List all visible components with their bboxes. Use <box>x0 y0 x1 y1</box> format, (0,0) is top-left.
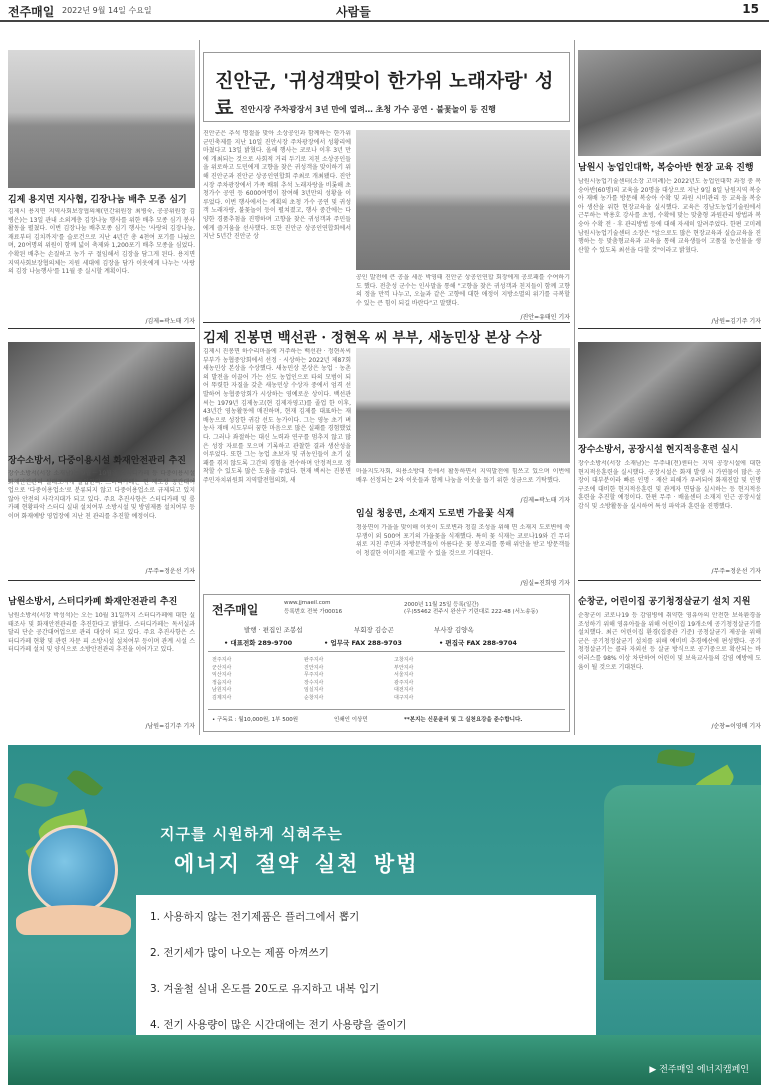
masthead-divider <box>208 709 565 710</box>
masthead-ethics: **본지는 신문윤리 및 그 실천요강을 준수합니다. <box>404 717 523 723</box>
energy-title-line2: 에너지 절약 실천 방법 <box>174 852 419 876</box>
hands-icon <box>16 905 131 935</box>
lead-subtitle: 진안시장 주차광장서 3년 만에 열려… 초청 가수 공연 · 불꽃놀이 등 진행 <box>240 105 496 114</box>
masthead-publisher: 발행 · 편집인 조봉섭 <box>244 626 303 634</box>
energy-tip-item: 4. 전기 사용량이 많은 시간대에는 전기 사용량을 줄이기 <box>150 1019 407 1031</box>
section-name: 사람들 <box>336 5 371 19</box>
article-byline: /김제=곽노태 기자 <box>145 318 195 325</box>
story-byline: /김제=곽노태 기자 <box>520 497 570 504</box>
masthead-tel1: • 대표전화 289-9700 <box>224 639 293 647</box>
issue-date: 2022년 9월 14일 수요일 <box>62 6 152 15</box>
lead-byline: /진안=유태인 기자 <box>520 314 570 321</box>
leaf-icon <box>14 779 58 811</box>
masthead-date: 2000년 11월 25일 등록(일간) <box>404 602 479 608</box>
divider <box>8 580 195 581</box>
photo-song-contest <box>356 130 570 270</box>
energy-tip-item: 3. 겨울철 실내 온도를 20도로 유지하고 내복 입기 <box>150 983 380 995</box>
masthead-divider <box>208 651 565 652</box>
page-number: 15 <box>742 2 759 16</box>
masthead-name: 전주매일 <box>212 603 259 617</box>
masthead-tel2: • 업무국 FAX 288-9703 <box>324 639 402 647</box>
story-title: 김제 진봉면 백선관 · 정현옥 씨 부부, 새농민상 본상 수상 <box>203 330 542 346</box>
article-headline: 남원시 농업인대학, 복숭아반 현장 교육 진행 <box>578 163 754 173</box>
divider <box>8 328 195 329</box>
masthead-box <box>203 594 570 732</box>
column-rule <box>574 40 575 735</box>
masthead-address: (우)55462 전주시 완산구 기린대로 222-48 (서노송동) <box>404 609 538 615</box>
photo-peach-farm <box>578 50 761 156</box>
column-rule <box>199 40 200 735</box>
story-body: 김제시 진봉면 하수리마을에 거주하는 백선관 · 정현옥씨 부부가 농협중앙회에서 선정 · 시상하는 2022년 제87회 새농민상 본상을 수상했다. 새농민상 본상은 농업 · 농촌의 발전을 이끌어 가는 선도 농업인으로 타의 모범이 되어 뚜렷한 자질을 갖춘 새농민상 수상자 중에서 엄격 선발하여 농협중앙회가 시상하는 영예로운 상이다. 백선관씨는 1979년 김제농고(현 김제자영고)를 졸업 한 이후, 43년간 영농활동에 매진하며, 현재 김제를 대표하는 재배농으로 성장한 귀감 선도 농가이다. 그는 영농 초기 벼농사 재배 시도부터 꿈한 마음으로 많은 실패를 경험했었다. 그러나 좌절하는 대신 노력과 연구를 멈추지 않고 많은 성장 자료를 모으며 기록하고 관찰한 결과 생산성을 이루었다. 또한 그는 농업 초보자 및 귀농인들이 초기 실패를 겪지 않도록 그간의 경험을 전수하며 안정적으로 정착할 수 있도록 많은 도움을 주었다. 현재 백씨는 진봉면 주민자치위원회 지역발전협의회, 새 <box>203 348 351 484</box>
divider <box>203 322 570 323</box>
article-body: 김제시 용지면 지역사회보장협의체(민간위원장 최병숙, 공공위원장 김병은)는 13일 관내 소외계층 김장나눔 행사를 위한 배추 모종 심기 봉사활동을 펼쳤다. 이번 김장나눔 배추모종 심기 행사는 '사랑의 김장나눔, 재료부터 김치까지'를 슬로건으로 지난 4년간 총 4천여 포기를 나눴으며, 20여명의 위원이 함께 넓이 축제와 1,200포기 배추 모종을 심었다. 수확된 배추는 손질하고 농가 구 절임해서 김장을 담그게 된다. 용지면 지역사회보장협의체는 지원 세대에 김장을 담가 이웃에게 나누는 '사랑의 김장 나눔행사'를 11월 중 실시할 계획이다. <box>8 208 195 276</box>
article-headline: 임실 청웅면, 소재지 도로변 가을꽃 식재 <box>356 509 515 519</box>
photo-cabbage-planting <box>8 50 195 188</box>
masthead-url: www.jjmaeil.com <box>284 600 331 606</box>
article-body: 청웅면이 가을을 맞이해 이웃이 도로변과 청결 조성을 위해 면 소재지 도로변에 쑥부쟁이 외 500여 포기의 가을꽃을 식재했다. 특히 꽃 식재는 코로나19와 긴 무더위로 지친 주민과 자방문객들이 아름다운 꽃 봉오리를 통해 위안을 받고 방문객들이 청결한 이미지를 제고할 수 있을 것으로 기대된다. <box>356 524 570 557</box>
divider <box>578 328 761 329</box>
article-body: 장수소방서(서장 소재남)는 무주내(전)센터는 지역 공장시설에 대한 현지적응훈련을 실시했다. 공장시설은 화재 발생 시 가연물이 많은 공장이 대부분이라 빠른 인명 · 재산 피해가 우려되어 화재진압 및 인명구조에 대비한 현지적응훈련 및 관계자 면담을 실시하는 등 현지적응훈련을 추진할 예정이다. 한편 무주 · 배울센터 소재지 인근 공장시설 감식 및 소방활동을 실시하여 특성 파악과 훈련을 진행했다. <box>578 460 761 510</box>
masthead-vice: 부회장 김승곤 <box>354 626 394 634</box>
article-headline: 순창군, 어린이집 공기청정살균기 설치 지원 <box>578 597 751 607</box>
grass-graphic <box>8 1035 761 1085</box>
energy-campaign-ad <box>8 745 761 1085</box>
lead-title: 진안군, '귀성객맞이 한가위 노래자랑' 성료 <box>215 70 554 119</box>
article-byline: /무주=정운선 기자 <box>145 568 195 575</box>
article-body: 장수소방서(서장 소재남)는 9월～10월을 스터디카페 등 다중이용시설 화재안전관리 실태조사에 돌입한다. 스터디카페는 현 제도상 공간대여업으로 '다중이용업소'로 분류되지 않고 다중이용업소로 규제되고 있지 않아 안전의 사각지대가 되고 있다. 주요 추진사항은 스터디카페 및 룸카페 현황파악 스터디 실내 설치여부 소방시설 및 방염제품 설치여부 등이며 화재예방 영업장에 지난 친 관리를 추진할 예정이다. <box>8 470 195 520</box>
energy-title-line1: 지구를 시원하게 식혀주는 <box>160 825 343 843</box>
foliage-graphic <box>604 785 761 980</box>
photo-couple-portrait <box>356 348 570 463</box>
leaf-icon <box>657 747 695 769</box>
branch-list-a: 전주지사 군산지사 익산지사 정읍지사 남원지사 김제지사 <box>212 657 232 701</box>
article-body: 남원소방서(서장 박성석)는 오는 10월 31일까지 스터디카페에 대한 실태조사 및 화재안전관리를 추진한다고 밝혔다. 스터디카페는 독서실과 달리 단순 공간대여업으로 관리 대상이 되고 있다. 주요 추진사항은 스터디카페 현황 및 관련 자문 피 소방시설 설치여부 등이며 관계 시설 스터디카페 설치 및 양식으로 소방안전관리 추진을 이어가고 있다. <box>8 612 195 654</box>
article-body: 남원시농업기술센터(소장 고미례)는 2022년도 농업인대학 과정 중 복숭아반(60명)의 교육을 20명을 대상으로 지난 9일 8일 남원지역 복숭아 재배 농가를 방문해 복숭아 수확 및 과원 시비관리 등 교육을 복숭아 생산을 위한 현장교육을 실시했다. 교육은 경남도농업기술원에서 근무하는 박용호 강사를 초빙, 수확에 맞는 맞춤형 과원관리 방법과 복숭아 수확 전 · 후 관리방법 등에 대해 자세히 알려주었다. 한편 고미례 남원시농업기술센터 소장은 "앞으로도 많은 현장교육과 실습교육을 진행하는 등 맞춤형교육과 교육을 통해 교육생들이 고품질 농산물을 생산할 수 있도록 최선을 다할 것"이라고 밝혔다. <box>578 178 761 254</box>
article-byline: /남원=김기주 기자 <box>711 318 761 325</box>
masthead-reg: 등록번호 전북 가00016 <box>284 609 343 615</box>
article-body: 순창군이 코로나19 등 감염병에 취약한 영유아의 안전한 보육환경을 조성하기 위해 영유아들을 위해 어린이집 19개소에 공기청정살균기를 설치했다. 최근 어린이집 환경(집중관 기준) 공청살균기 제공을 위해 군은 공기청정살균기 설치를 위해 예비비 추경예산에 편성했다. 공기청정살균기는 콜라 자외선 등 살균 방식으로 공기중으로 확산되는 바이러스를 98% 이상 차단하여 어린이 및 보육교사들의 감염 예방에 도움이 될 것으로 기대된다. <box>578 612 761 671</box>
article-byline: /임실=진희영 기자 <box>520 580 570 587</box>
lead-body-left: 진안군은 추석 명절을 맞아 소상공인과 함께하는 한가위 군민축제를 지난 10일 진안시장 주차광장에서 성황리에 마쳤다고 13일 밝혔다. 올해 행사는 코로나 이후 3년 만에 개최되는 것으로 사회적 거리 두기로 지친 소상공인들을 위로하고 도민에게 고향을 찾은 귀성객을 맞이하기 위해 진안군과 진안군 상공인연합회 주최로 개최됐다. 진안시장 주차광장에서 가족 배워 추석 노래자랑을 비롯해 초청가수 공연 등 6000여명이 참여해 3년만의 성황을 이루었다. 이번 행사에서는 계획의 초청 가수 공연 및 귀성객 노래자랑, 불꽃놀이 등이 펼쳐졌고, 행사 중간에는 다양한 경품추첨을 진행하며 고향을 찾은 귀성객과 주민들에게 즐거움을 선사했다. 또한 진안군 상공인연합회에서 지난 5년간 진안군 상 <box>203 130 351 241</box>
energy-campaign-footer: ▶ 전주매일 에너지캠페인 <box>649 1065 749 1075</box>
branch-list-b: 완주지사 진안지사 무주지사 장수지사 임실지사 순창지사 <box>304 657 324 701</box>
article-headline: 장수소방서, 다중이용시설 화재안전관리 추진 <box>8 456 187 466</box>
photo-factory-training <box>578 342 761 438</box>
leaf-icon <box>67 766 103 800</box>
article-headline: 김제 용지면 지사협, 김장나눔 배추 모종 심기 <box>8 195 187 205</box>
lead-body-right: 공인 발전에 큰 공을 세운 박영태 진안군 상공인연합 회장에게 공로패를 수여하기도 했다. 전춘성 군수는 인사말을 통해 "고향을 찾은 귀성객과 친지들이 함께 고향의 정을 만끽 나누고, 오늘과 같은 고향에 대한 애정이 지방소멸의 위기를 극복할 수 있는 큰 힘이 되길 바란다"고 말했다. <box>356 274 570 307</box>
masthead-subscription: • 구독료 : 월10,000원, 1부 500원 <box>212 717 299 723</box>
masthead-vice2: 부사장 김양옥 <box>434 626 474 634</box>
article-byline: /무주=정운선 기자 <box>711 568 761 575</box>
article-headline: 남원소방서, 스터디카페 화재안전관리 추진 <box>8 597 178 607</box>
paper-name: 전주매일 <box>8 5 55 19</box>
masthead-printer: 인쇄인 이상민 <box>334 717 368 723</box>
article-byline: /순창=이영배 기자 <box>711 723 761 730</box>
branch-list-c: 고창지사 부안지사 서울지사 광주지사 대전지사 대구지사 <box>394 657 414 701</box>
energy-tip-item: 1. 사용하지 않는 전기제품은 플러그에서 뽑기 <box>150 911 360 923</box>
divider <box>578 580 761 581</box>
energy-tip-item: 2. 전기세가 많이 나오는 제품 아껴쓰기 <box>150 947 329 959</box>
globe-in-hands-icon <box>28 825 118 915</box>
story-body-continued: 마을지도자회, 의용소방대 등에서 활동하면서 지역발전에 힘쓰고 있으며 이번에 배우 선정되는 2차 이웃들과 함께 나눔을 이웃을 돕기 위한 성금으로 기탁했다. <box>356 468 570 484</box>
article-byline: /남원=김기주 기자 <box>145 723 195 730</box>
article-headline: 장수소방서, 공장시설 현지적응훈련 실시 <box>578 445 739 455</box>
page-header <box>0 0 769 22</box>
masthead-tel3: • 편집국 FAX 288-9704 <box>439 639 517 647</box>
